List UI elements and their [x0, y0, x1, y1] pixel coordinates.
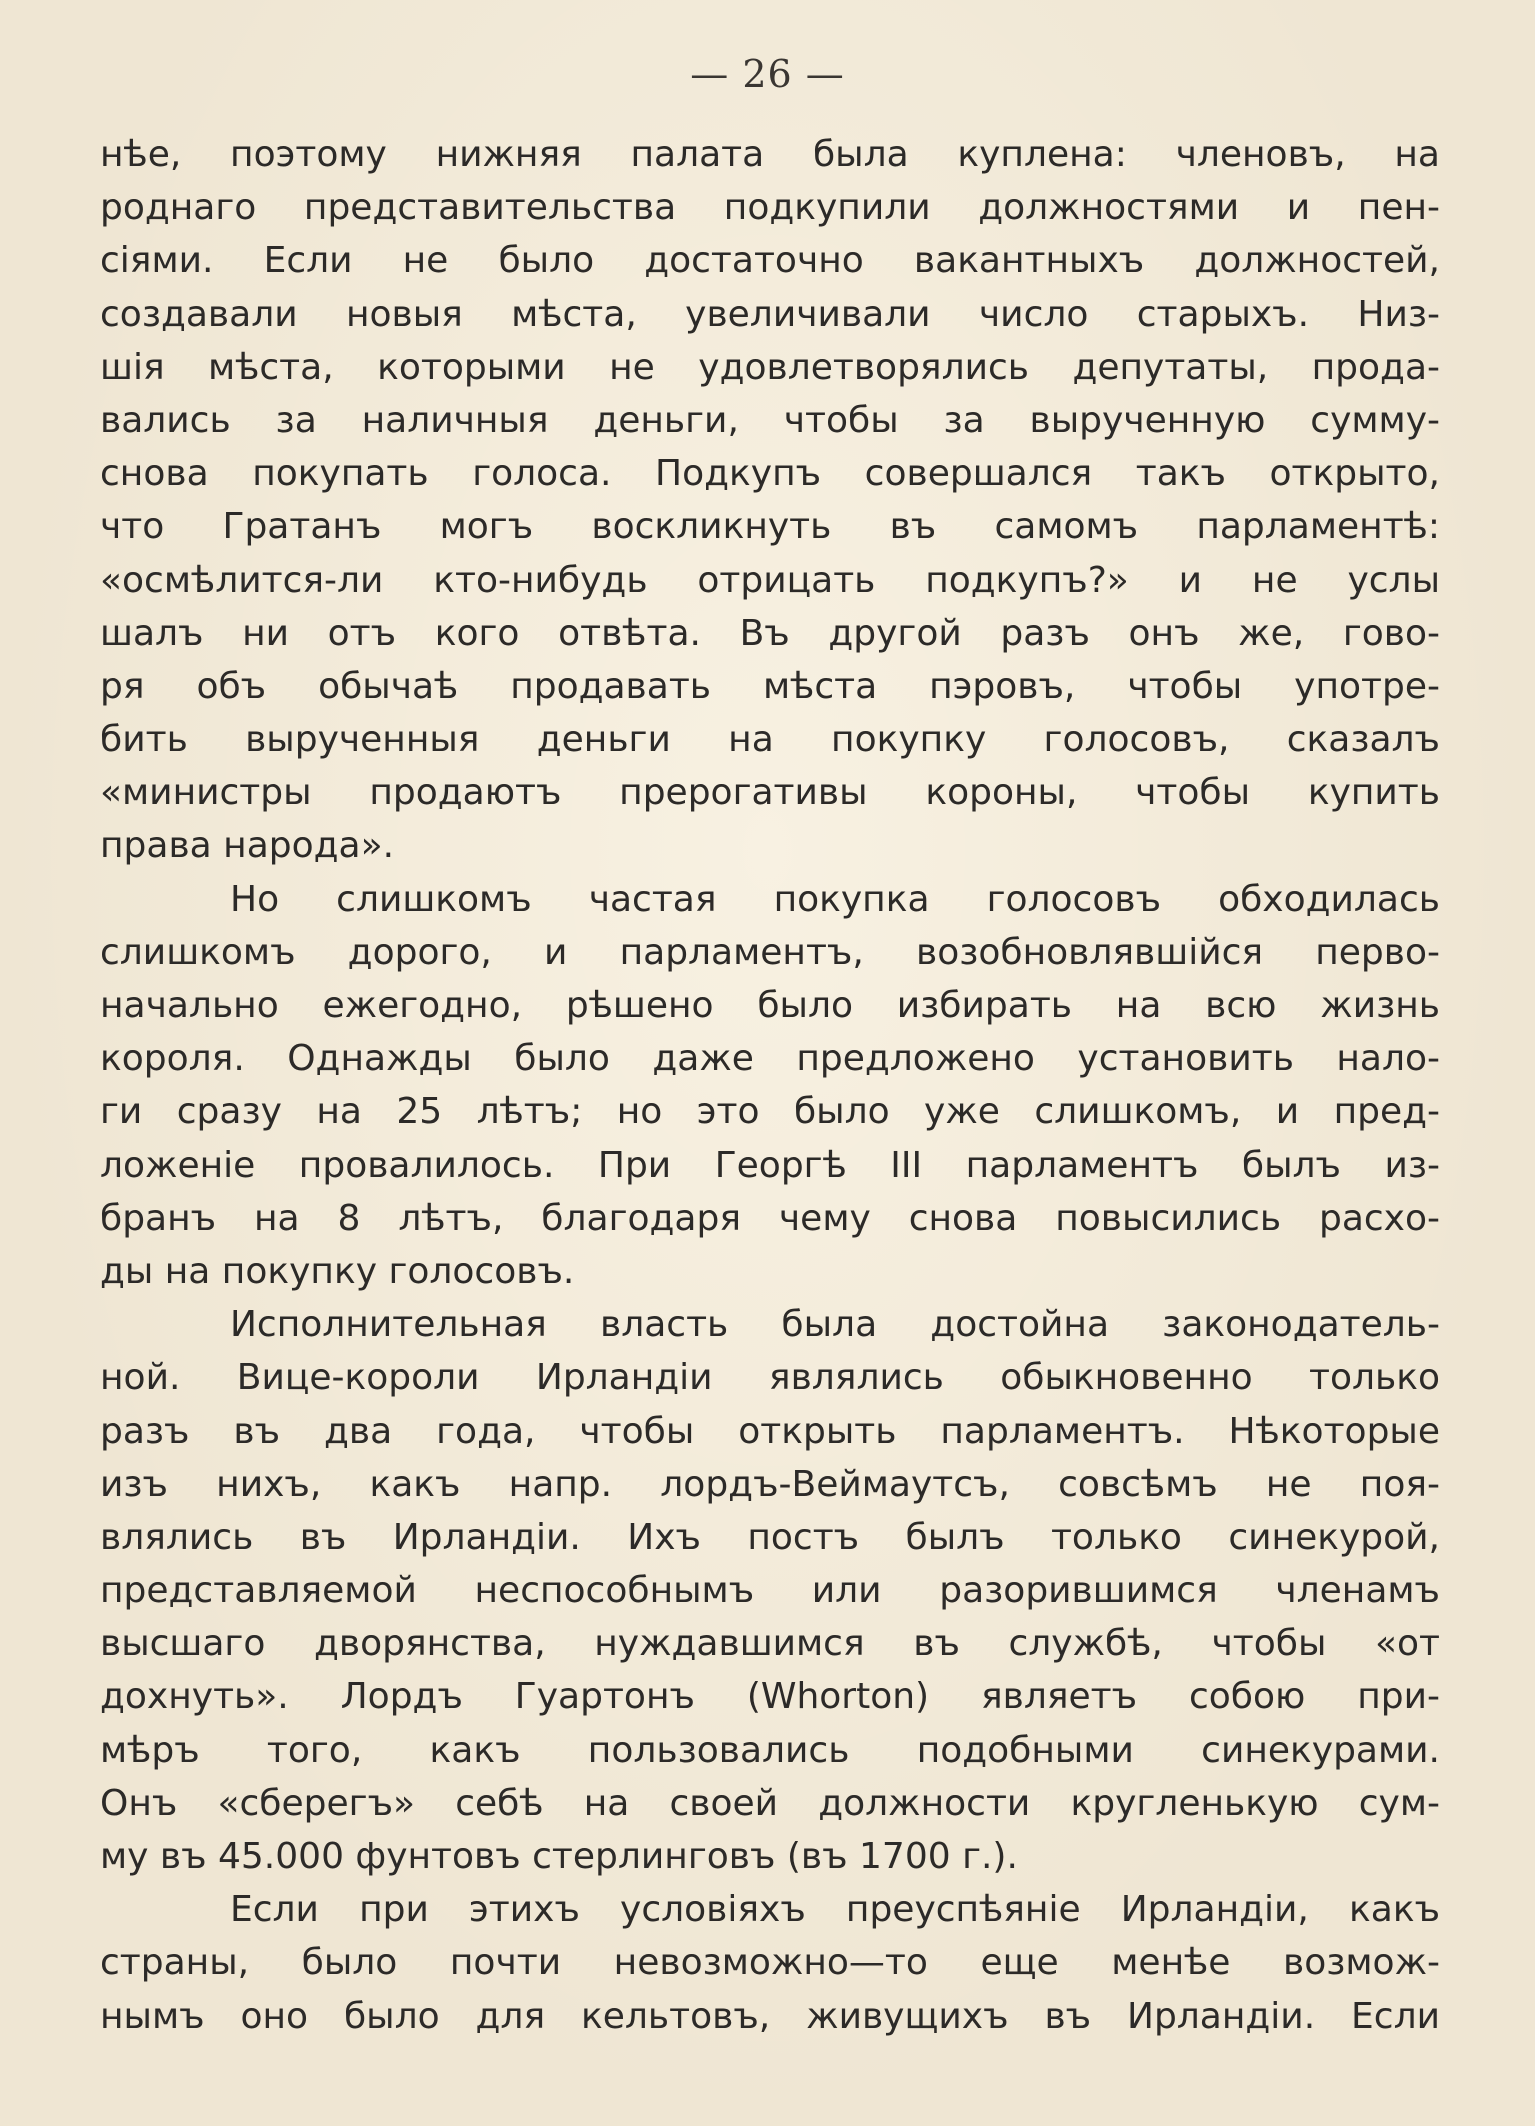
text-line: разъ въ два года, чтобы открыть парламентъ. Нѣкоторые	[100, 1410, 1440, 1452]
text-line: снова покупать голоса. Подкупъ совершался такъ открыто,	[100, 453, 1440, 495]
paragraph	[100, 873, 1440, 1299]
text-line: Но слишкомъ частая покупка голосовъ обходилась	[230, 878, 1440, 920]
text-line: изъ нихъ, какъ напр. лордъ-Веймаутсъ, совсѣмъ не поя-	[100, 1463, 1440, 1505]
text-line: «министры продаютъ прерогативы короны, чтобы купить	[100, 772, 1440, 814]
text-line: начально ежегодно, рѣшено было избирать на всю жизнь	[100, 985, 1440, 1026]
paragraph	[100, 1298, 1440, 1883]
text-line: страны, было почти невозможно—то еще менѣе возмож-	[100, 1942, 1440, 1984]
text-line: нымъ оно было для кельтовъ, живущихъ въ Ирландіи. Если	[100, 1995, 1440, 2037]
text-line: влялись въ Ирландіи. Ихъ постъ былъ только синекурой,	[100, 1516, 1440, 1558]
text-line: бранъ на 8 лѣтъ, благодаря чему снова повысились расхо-	[100, 1197, 1440, 1239]
text-line: что Гратанъ могъ воскликнуть въ самомъ парламентѣ:	[100, 506, 1440, 548]
text-line: Исполнительная власть была достойна законодатель-	[230, 1304, 1440, 1346]
text-line: шія мѣста, которыми не удовлетворялись депутаты, прода-	[100, 346, 1440, 388]
text-line: слишкомъ дорого, и парламентъ, возобновлявшійся перво-	[100, 931, 1440, 973]
text-line: «осмѣлится-ли кто-нибудь отрицать подкупъ?» и не услы	[100, 559, 1440, 601]
text-line: ложеніе провалилось. При Георгѣ III парламентъ былъ из-	[100, 1144, 1440, 1186]
text-line: ги сразу на 25 лѣтъ; но это было уже слишкомъ, и пред-	[100, 1091, 1440, 1133]
text-line: Онъ «сберегъ» себѣ на своей должности кругленькую сум-	[100, 1782, 1440, 1824]
page-number: — 26 —	[690, 52, 845, 96]
text-line: бить вырученныя деньги на покупку голосовъ, сказалъ	[100, 719, 1440, 761]
text-line: создавали новыя мѣста, увеличивали число старыхъ. Низ-	[100, 293, 1440, 335]
text-line: ря объ обычаѣ продавать мѣста пэровъ, чтобы употре-	[100, 665, 1440, 707]
text-line: высшаго дворянства, нуждавшимся въ службѣ, чтобы «от	[100, 1623, 1440, 1665]
text-line: нѣе, поэтому нижняя палата была куплена: членовъ, на	[100, 134, 1440, 175]
text-line: ды на покупку голосовъ.	[100, 1250, 575, 1292]
text-line: права народа».	[100, 825, 395, 867]
text-line: дохнуть». Лордъ Гуартонъ (Whorton) являетъ собою при-	[100, 1676, 1440, 1718]
text-line: шалъ ни отъ кого отвѣта. Въ другой разъ онъ же, гово-	[100, 612, 1440, 654]
text-line: Если при этихъ условіяхъ преуспѣяніе Ирландіи, какъ	[230, 1889, 1440, 1931]
text-line: сіями. Если не было достаточно вакантныхъ должностей,	[100, 240, 1440, 282]
text-line: мѣръ того, какъ пользовались подобными синекурами.	[100, 1729, 1440, 1771]
text-line: ной. Вице-короли Ирландіи являлись обыкновенно только	[100, 1357, 1440, 1399]
text-line: му въ 45.000 фунтовъ стерлинговъ (въ 1700 г.).	[100, 1836, 1018, 1877]
text-line: вались за наличныя деньги, чтобы за вырученную сумму-	[100, 399, 1440, 441]
paragraph	[100, 1883, 1440, 2043]
text-line: короля. Однажды было даже предложено установить нало-	[100, 1038, 1440, 1080]
body-text	[100, 128, 1440, 2043]
paragraph	[100, 128, 1440, 873]
text-line: представляемой неспособнымъ или разорившимся членамъ	[100, 1570, 1440, 1612]
text-line: роднаго представительства подкупили должностями и пен-	[100, 187, 1440, 229]
